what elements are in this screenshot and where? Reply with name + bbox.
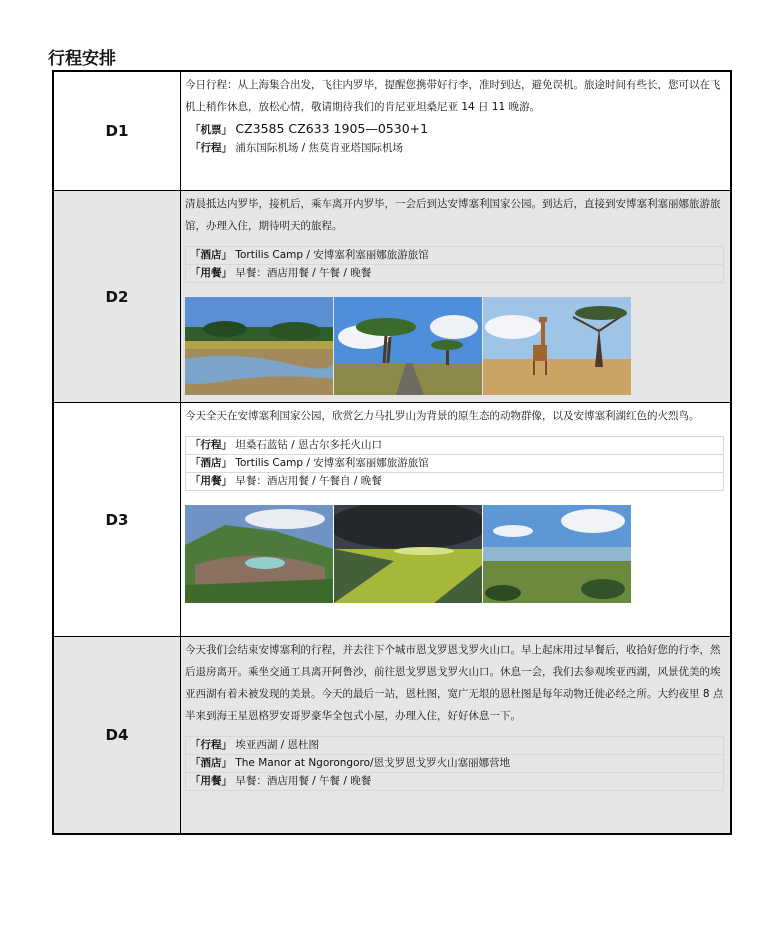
day-row-d1 <box>53 71 731 191</box>
info-row-route: 「行程」 坦桑石蓝钻 / 恩古尔多托火山口 <box>185 436 724 455</box>
day-label: D4 <box>53 637 181 835</box>
info-list <box>185 246 724 283</box>
photo-strip <box>185 505 730 603</box>
info-row-route: 「行程」 埃亚西湖 / 恩杜图 <box>185 736 724 755</box>
info-list <box>185 736 724 791</box>
day-label: D3 <box>53 403 181 637</box>
day-content <box>181 637 732 835</box>
info-row-hotel: 「酒店」 The Manor at Ngorongoro/恩戈罗恩戈罗火山塞丽娜营地 <box>185 754 724 773</box>
photo-strip <box>185 297 730 395</box>
volcano-crater-photo <box>185 505 333 603</box>
day-description: 今天我们会结束安博塞利的行程，并去往下个城市恩戈罗恩戈罗火山口。早上起床用过早餐后，收拾好您的行李，然后退房离开。乘坐交通工具离开阿鲁沙，前往恩戈罗恩戈罗火山口。休息一会，我们去参观埃亚西湖，风景优美的埃亚西湖有着未被发现的美景。今天的最后一站，恩杜图，宽广无垠的恩杜图是每年动物迁徙必经之所。大约夜里 8 点半来到海王星恩格罗安哥罗豪华全包式小屋，办理入住，好好休息一下。 <box>185 644 724 722</box>
day-content <box>181 403 732 637</box>
info-row-hotel: 「酒店」 Tortilis Camp / 安博塞利塞丽娜旅游旅馆 <box>185 246 724 265</box>
day-row-d4 <box>53 637 731 835</box>
day-description: 今日行程：从上海集合出发，飞往内罗毕，提醒您携带好行李，准时到达，避免误机。旅途时间有些长，您可以在飞机上稍作休息，放松心情，敬请期待我们的肯尼亚坦桑尼亚 14 日 11 晚游。 <box>185 79 721 113</box>
info-row-route: 「行程」 浦东国际机场 / 焦莫肯亚塔国际机场 <box>190 142 404 154</box>
info-row-meals: 「用餐」 早餐：酒店用餐 / 午餐 / 晚餐 <box>185 264 724 283</box>
itinerary-table <box>52 70 732 835</box>
day-label: D1 <box>53 71 181 191</box>
day-description: 清晨抵达内罗毕，接机后，乘车离开内罗毕，一会后到达安博塞利国家公园。到达后，直接到安博塞利塞丽娜旅游旅馆，办理入住，期待明天的旅程。 <box>185 198 721 232</box>
savanna-river-photo <box>185 297 333 395</box>
storm-valley-photo <box>334 505 482 603</box>
giraffe-photo <box>483 297 631 395</box>
day-row-d2 <box>53 191 731 403</box>
day-row-d3 <box>53 403 731 637</box>
flight-numbers: CZ3585 CZ633 1905—0530+1 <box>235 121 429 136</box>
acacia-road-photo <box>334 297 482 395</box>
day-content <box>181 191 732 403</box>
info-row-meals: 「用餐」 早餐：酒店用餐 / 午餐自 / 晚餐 <box>185 472 724 491</box>
lake-overlook-photo <box>483 505 631 603</box>
section-title: 行程安排 <box>48 49 116 69</box>
info-list <box>185 436 724 491</box>
info-list <box>185 119 724 158</box>
info-row-ticket: 「机票」 CZ3585 CZ633 1905—0530+1 <box>190 121 429 136</box>
day-content <box>181 71 732 191</box>
info-row-hotel: 「酒店」 Tortilis Camp / 安博塞利塞丽娜旅游旅馆 <box>185 454 724 473</box>
day-description: 今天全天在安博塞利国家公园，欣赏乞力马扎罗山为背景的原生态的动物群像，以及安博塞利湖红色的火烈鸟。 <box>185 410 700 422</box>
day-label: D2 <box>53 191 181 403</box>
info-row-meals: 「用餐」 早餐：酒店用餐 / 午餐 / 晚餐 <box>185 772 724 791</box>
